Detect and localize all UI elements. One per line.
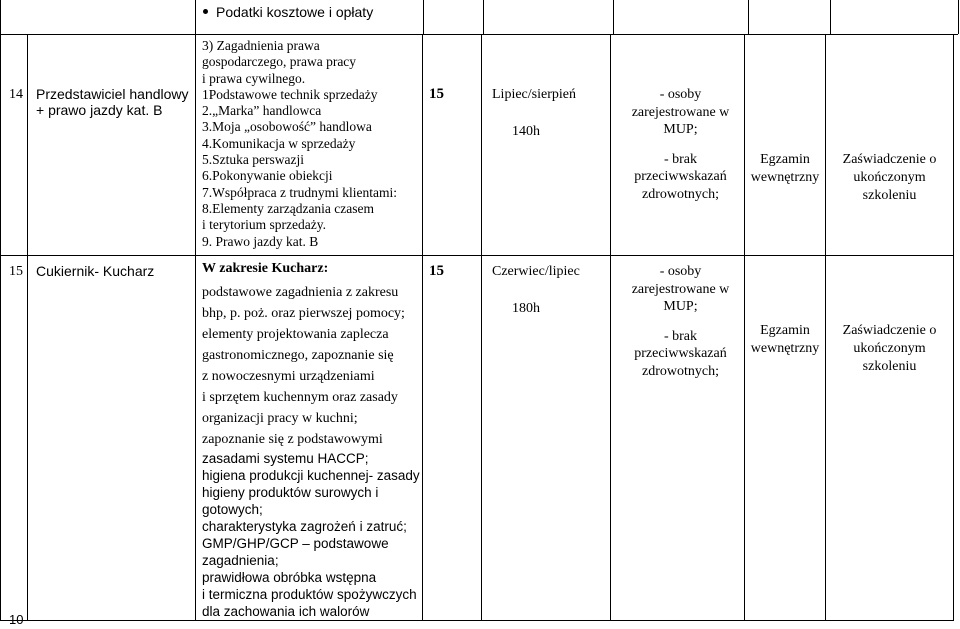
- program-line: 9. Prawo jazdy kat. B: [202, 233, 319, 249]
- program-line: higieny produktów surowych i: [202, 485, 379, 500]
- program-line: zagadnienia;: [202, 553, 279, 568]
- program-line: zapoznanie się z podstawowymi: [202, 432, 383, 447]
- page-number: 10: [9, 612, 24, 627]
- hours: 180h: [512, 301, 540, 316]
- program-line: z nowoczesnymi urządzeniami: [202, 369, 375, 384]
- participants-count: 15: [423, 35, 482, 256]
- program-line: prawidłowa obróbka wstępna: [202, 570, 377, 585]
- candidates: [611, 35, 745, 256]
- row-number: 15: [1, 256, 28, 621]
- program-line: elementy projektowania zaplecza: [202, 327, 389, 342]
- term: Czerwiec/lipiec: [492, 264, 580, 279]
- training-table: [0, 34, 954, 621]
- table-row-continuation: [0, 0, 958, 35]
- program-line: 2.„Marka” handlowca: [202, 103, 322, 119]
- program-line: 1Podstawowe technik sprzedaży: [202, 86, 378, 102]
- course-program: [196, 35, 423, 256]
- term-and-hours: [482, 256, 611, 621]
- exam-type: Egzamin wewnętrzny: [745, 35, 826, 256]
- bullet-item: Podatki kosztowe i opłaty: [203, 4, 373, 20]
- program-line: gastronomicznego, zapoznanie się: [202, 348, 394, 363]
- program-line: i sprzętem kuchennym oraz zasady: [202, 390, 398, 405]
- program-line: GMP/GHP/GCP – podstawowe: [202, 536, 389, 551]
- term-and-hours: [482, 35, 611, 256]
- program-line: podstawowe zagadnienia z zakresu: [202, 285, 399, 300]
- program-line: i termiczna produktów spożywczych: [202, 587, 417, 602]
- candidates: [611, 256, 745, 621]
- row-number: 14: [1, 35, 28, 256]
- course-name: Przedstawiciel handlowy + prawo jazdy kat. B: [28, 35, 196, 256]
- program-line: bhp, p. poż. oraz pierwszej pomocy;: [202, 306, 405, 321]
- program-line: 8.Elementy zarządzania czasem: [202, 200, 375, 216]
- program-line: 7.Współpraca z trudnymi klientami:: [202, 184, 397, 200]
- program-line: 6.Pokonywanie obiekcji: [202, 168, 333, 184]
- program-line: gospodarczego, prawa pracy: [202, 54, 357, 70]
- program-heading: W zakresie Kucharz:: [202, 261, 329, 276]
- program-line: 4.Komunikacja w sprzedaży: [202, 135, 356, 151]
- program-line: i prawa cywilnego.: [202, 70, 306, 86]
- candidates-requirement: - brak przeciwwskazań zdrowotnych;: [634, 151, 727, 202]
- program-line: gotowych;: [202, 502, 263, 517]
- candidates-requirement: - brak przeciwwskazań zdrowotnych;: [634, 328, 727, 379]
- participants-count: 15: [423, 256, 482, 621]
- program-line: organizacji pracy w kuchni;: [202, 411, 358, 426]
- program-line: dla zachowania ich walorów: [202, 604, 370, 619]
- table-row: [1, 35, 954, 256]
- course-name: Cukiernik- Kucharz: [28, 256, 196, 621]
- candidates-requirement: - osoby zarejestrowane w MUP;: [631, 264, 730, 314]
- program-line: 3) Zagadnienia prawa: [202, 38, 320, 53]
- program-line: 5.Sztuka perswazji: [202, 152, 304, 168]
- certificate-type: Zaświadczenie o ukończonym szkoleniu: [826, 35, 954, 256]
- program-line: 3.Moja „osobowość” handlowa: [202, 119, 372, 135]
- program-line: zasadami systemu HACCP;: [202, 451, 369, 466]
- term: Lipiec/sierpień: [492, 87, 576, 102]
- hours: 140h: [512, 124, 540, 139]
- bullet-icon: [203, 9, 208, 14]
- exam-type: Egzamin wewnętrzny: [745, 256, 826, 621]
- course-program: [196, 256, 423, 621]
- program-line: higiena produkcji kuchennej- zasady: [202, 468, 420, 483]
- candidates-requirement: - osoby zarejestrowane w MUP;: [631, 87, 730, 137]
- table-row: [1, 256, 954, 621]
- program-line: i terytorium sprzedaży.: [202, 217, 326, 233]
- program-line: charakterystyka zagrożeń i zatruć;: [202, 519, 407, 534]
- certificate-type: Zaświadczenie o ukończonym szkoleniu: [826, 256, 954, 621]
